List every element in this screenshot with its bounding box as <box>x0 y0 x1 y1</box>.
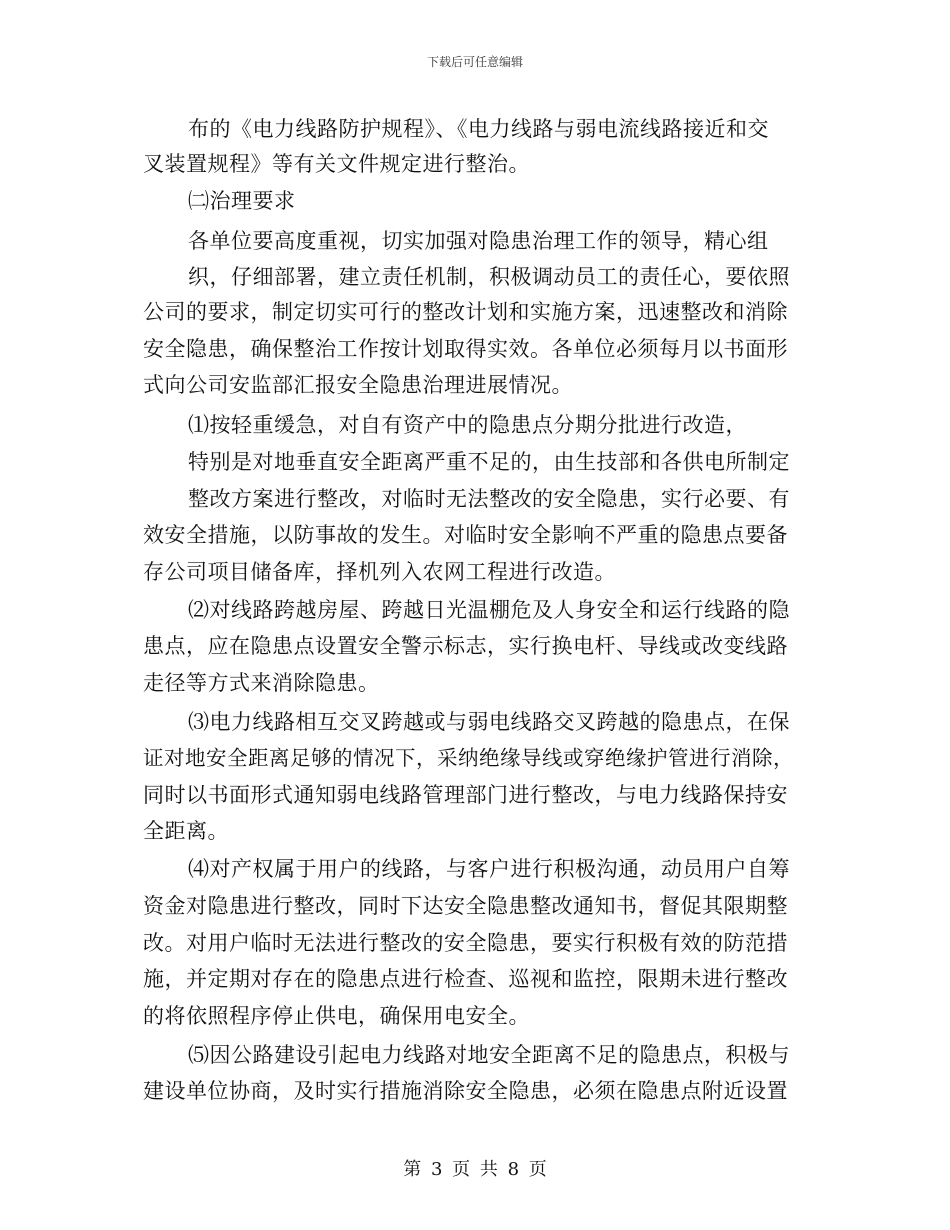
text-line: ⑵对线路跨越房屋、跨越日光温棚危及人身安全和运行线路的隐 <box>188 598 790 622</box>
text-line: 全距离。 <box>143 819 229 843</box>
text-line: ⑶电力线路相互交叉跨越或与弱电线路交叉跨越的隐患点，在保 <box>188 710 790 734</box>
text-line: ⑷对产权属于用户的线路，与客户进行积极沟通，动员用户自筹 <box>188 857 790 881</box>
page-header: 下载后可任意编辑 <box>426 55 523 69</box>
text-line: 织，仔细部署，建立责任机制，积极调动员工的责任心，要依照 <box>188 265 790 289</box>
text-line: 特别是对地垂直安全距离严重不足的，由生技部和各供电所制定 <box>188 450 790 474</box>
text-line: 资金对隐患进行整改，同时下达安全隐患整改通知书，督促其限期整 <box>143 894 788 918</box>
text-line: 走径等方式来消除隐患。 <box>143 671 380 695</box>
text-line: 改。对用户临时无法进行整改的安全隐患，要实行积极有效的防范措 <box>143 931 788 955</box>
text-line: ⑸因公路建设引起电力线路对地安全距离不足的隐患点，积极与 <box>188 1043 790 1067</box>
text-line: 的将依照程序停止供电，确保用电安全。 <box>143 1004 530 1028</box>
text-line: 安全隐患，确保整治工作按计划取得实效。各单位必须每月以书面形 <box>143 337 788 361</box>
text-line: 布的《电力线路防护规程》、《电力线路与弱电流线路接近和交 <box>188 117 769 141</box>
text-line: 各单位要高度重视，切实加强对隐患治理工作的领导，精心组 <box>188 229 769 253</box>
text-line: 效安全措施，以防事故的发生。对临时安全影响不严重的隐患点要备 <box>143 523 788 547</box>
text-line: ㈡治理要求 <box>188 189 296 213</box>
page-footer: 第 3 页 共 8 页 <box>403 1159 547 1180</box>
text-line: 患点，应在隐患点设置安全警示标志，实行换电杆、导线或改变线路 <box>143 634 788 658</box>
text-line: 存公司项目储备库，择机列入农网工程进行改造。 <box>143 560 616 584</box>
text-line: 同时以书面形式通知弱电线路管理部门进行整改，与电力线路保持安 <box>143 783 788 807</box>
text-line: 证对地安全距离足够的情况下，采纳绝缘导线或穿绝缘护管进行消除， <box>143 746 794 770</box>
text-line: 施，并定期对存在的隐患点进行检查、巡视和监控，限期未进行整改 <box>143 967 788 991</box>
text-line: ⑴按轻重缓急，对自有资产中的隐患点分期分批进行改造， <box>188 413 747 437</box>
text-line: 建设单位协商，及时实行措施消除安全隐患，必须在隐患点附近设置 <box>143 1079 788 1103</box>
text-line: 公司的要求，制定切实可行的整改计划和实施方案，迅速整改和消除 <box>143 300 788 324</box>
text-line: 整改方案进行整改，对临时无法整改的安全隐患，实行必要、有 <box>188 487 790 511</box>
text-line: 式向公司安监部汇报安全隐患治理进展情况。 <box>143 373 573 397</box>
text-line: 叉装置规程》等有关文件规定进行整治。 <box>143 152 530 176</box>
